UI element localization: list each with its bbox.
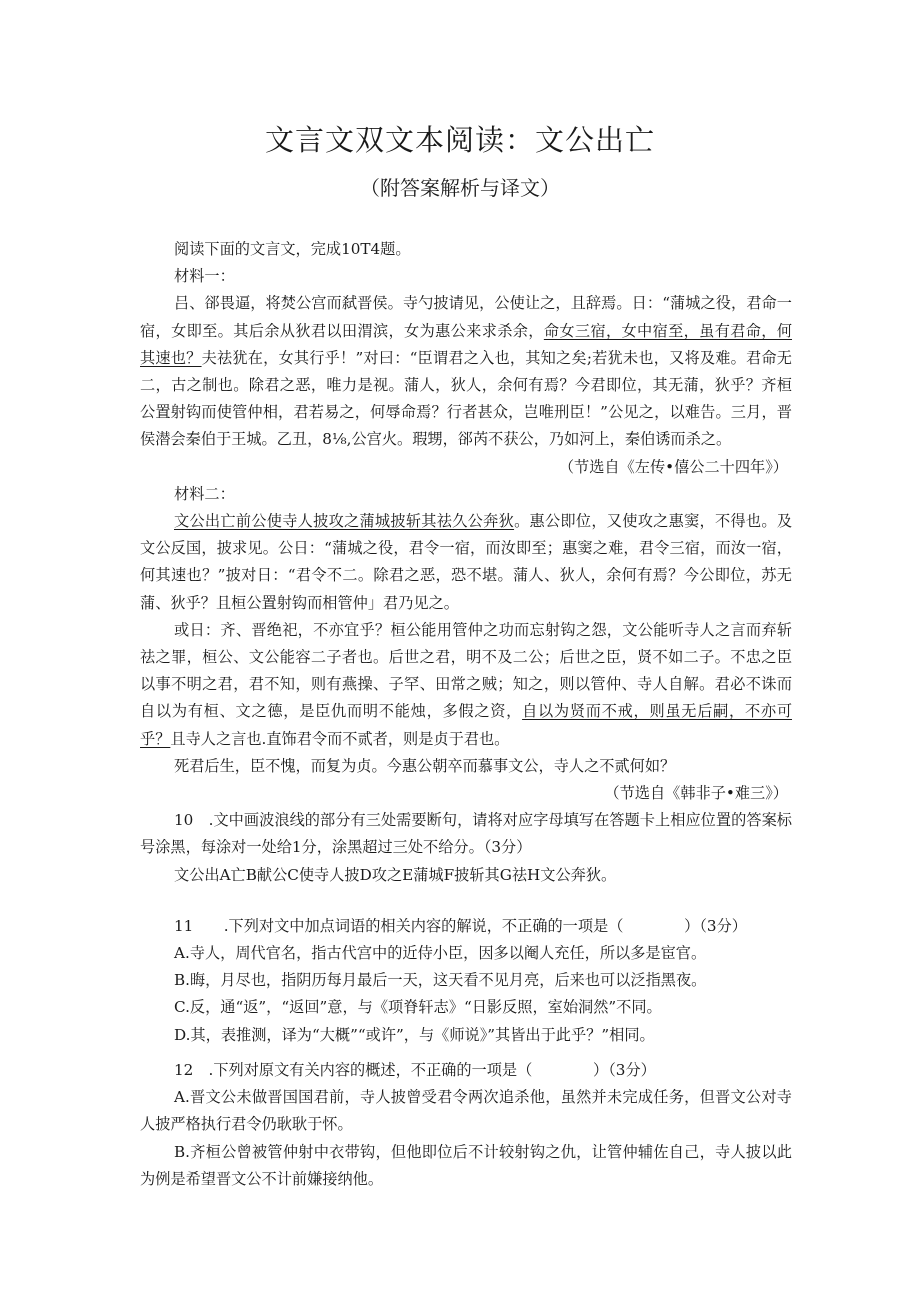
material-1-source: （节选自《左传•僖公二十四年》） — [558, 457, 788, 476]
material-2-text-a: 或日：齐、晋绝祀，不亦宜乎？桓公能用管仲之功而忘射钩之怨，文公能听寺人之言而弃斩祛之罪，桓公、文公能容二子者也。后世之君，明不及二公；后世之臣，贤不如二子。不忠之臣以事不明之君，君不知，则有燕操、子罕、田常之贼；知之，则以管仲、寺人自解。君必不诛而自以为有桓、文之德，是臣仇而明不能烛，多假之资， — [140, 620, 792, 721]
material-2-wavy-line-passage: 文公出亡前公使寺人披攻之蒲城披斩其祛久公奔狄 — [174, 512, 515, 531]
material-1-paragraph — [140, 290, 792, 453]
question-12-stem: 12 .下列对原文有关内容的概述，不正确的一项是（ ）（3分） — [174, 1060, 656, 1079]
question-11-option-d: D.其，表推测，译为“大概”“或许”，与《师说》”其皆出于此乎？”相同。 — [174, 1025, 655, 1044]
document-body — [140, 236, 792, 1193]
question-10-passage: 文公出A亡B献公C使寺人披D攻之E蒲城F披斩其G祛H文公奔狄。 — [174, 865, 617, 884]
instruction: 阅读下面的文言文，完成10T4题。 — [174, 240, 411, 258]
material-2-text-rest: 。惠公即位，又使攻之惠窦，不得也。及文公反国，披求见。公日：“蒲城之役，君令一宿，而汝即至；惠窦之难，君令三宿，而汝一宿，何其速也？”披对日：“君令不二。除君之恶，恐不堪。蒲人、狄人，余何有焉？今公即位，苏无蒲、狄乎？且桓公置射钩而相管仲」君乃见之。 — [140, 512, 793, 612]
question-12-option-b: B.齐桓公曾被管仲射中衣带钩，但他即位后不计较射钩之仇，让管仲辅佐自己，寺人披以此为例是希望晋文公不计前嫌接纳他。 — [140, 1142, 792, 1188]
material-1-underlined-sentence: 命女三宿，女中宿至，虽有君命，何其速也？ — [140, 321, 793, 367]
question-11-option-c: C.反，通“返”，“返回”意，与《项脊轩志》“日影反照，室始洞然”不同。 — [174, 998, 662, 1017]
question-11-option-b: B.晦，月尽也，指阴历每月最后一天，这天看不见月亮，后来也可以泛指黑夜。 — [174, 971, 707, 990]
material-2-text-b: 且寺人之言也.直饰君令而不贰者，则是贞于君也。 — [170, 729, 510, 748]
question-10-stem: 10 .文中画波浪线的部分有三处需要断句，请将对应字母填写在答题卡上相应位置的答案标号涂黑，每涂对一处给1分，涂黑超过三处不给分。（3分） — [140, 811, 792, 857]
material-2-paragraph-3: 死君后生，臣不愧，而复为贞。今惠公朝卒而慕事文公，寺人之不贰何如？ — [174, 756, 676, 775]
material-1-label: 材料一： — [174, 267, 235, 286]
question-11-option-a: A.寺人，周代官名，指古代宫中的近侍小臣，因多以阉人充任，所以多是宦官。 — [174, 944, 707, 963]
material-2-label: 材料二： — [174, 484, 235, 503]
page-title: 文言文双文本阅读：文公出亡 — [264, 123, 655, 157]
material-1-text-b: 夫祛犹在，女其行乎！”对曰：“臣谓君之入也，其知之矣;若犹未也，又将及难。君命无二，古之制也。除君之恶，唯力是视。蒲人，狄人，余何有焉？今君即位，其无蒲，狄乎？齐桓公置射钩而使管仲相，君若易之，何辱命焉？行者甚众，岂唯刑臣！”公见之，以难告。三月，晋侯潜会秦伯于王城。乙丑，8⅛,公宫火。瑕甥，郤芮不获公，乃如河上，秦伯诱而杀之。 — [140, 348, 792, 449]
page-subtitle: （附答案解析与译文） — [360, 176, 560, 200]
material-2-paragraph-1 — [140, 508, 792, 617]
material-2-paragraph-2 — [140, 617, 792, 753]
question-11-stem: 11 .下列对文中加点词语的相关内容的解说，不正确的一项是（ ）（3分） — [174, 916, 747, 935]
material-1-text-a: 吕、郤畏逼，将焚公宫而弑晋侯。寺勺披请见，公使让之，且辞焉。日：“蒲城之役，君命一宿，女即至。其后余从狄君以田渭滨，女为惠公来求杀余， — [140, 294, 792, 340]
question-12-option-a: A.晋文公未做晋国国君前，寺人披曾受君令两次追杀他，虽然并未完成任务，但晋文公对寺人披严格执行君令仍耿耿于怀。 — [140, 1088, 792, 1134]
material-2-source: （节选自《韩非子•难三》） — [604, 784, 788, 803]
material-2-underlined-sentence: 自以为贤而不戒，则虽无后嗣，不亦可乎？ — [140, 702, 793, 748]
